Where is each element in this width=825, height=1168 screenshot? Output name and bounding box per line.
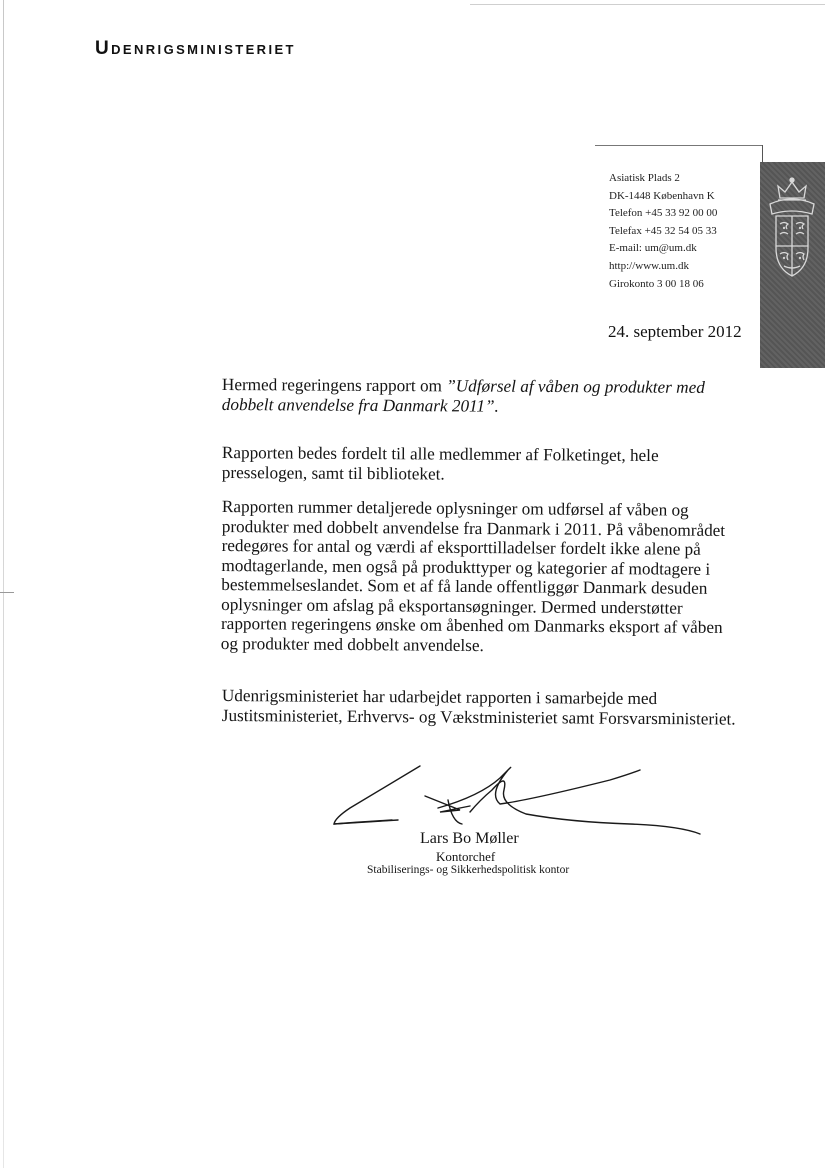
- signatory-name: Lars Bo Møller: [420, 830, 519, 847]
- paragraph-intro: [222, 375, 742, 417]
- handwritten-signature: [330, 760, 710, 850]
- signatory-title: Kontorchef: [436, 849, 496, 864]
- address-line: Girokonto 3 00 18 06: [609, 277, 704, 290]
- sender-address: [609, 170, 717, 293]
- paragraph-collaboration: Udenrigsministeriet har udarbejdet rapporten i samarbejde med Justitsministeriet, Erhvervs- og Vækstministeriet samt Forsvarsministeriet.: [221, 686, 736, 729]
- fold-mark: [0, 592, 14, 593]
- coat-of-arms-icon: [766, 176, 819, 296]
- paragraph-distribution: Rapporten bedes fordelt til alle medlemmer af Folketinget, hele presselogen, samt til biblioteket.: [221, 443, 659, 484]
- letter-date: 24. september 2012: [608, 322, 742, 341]
- paragraph-report-content: Rapporten rummer detaljerede oplysninger om udførsel af våben og produkter med dobbelt anvendelse fra Danmark i 2011. På våbenområdet redegøres for antal og værdi af eksporttilladelser fordelt ikke alene på modtagerlande, men også på produkttyper og kategorier af modtagere i bestemmelseslandet. Som et af få lande offentliggør Danmark desuden oplysninger om afslag på eksportansøgninger. Dermed understøtter rapporten regeringens ønske om åbenhed om Danmarks eksport af våben og produkter med dobbelt anvendelse.: [220, 497, 726, 655]
- address-line: E-mail: um@um.dk: [609, 242, 697, 255]
- header-rule: [595, 145, 763, 146]
- address-line: Asiatisk Plads 2: [609, 172, 680, 184]
- address-line: Telefon +45 33 92 00 00: [609, 207, 718, 220]
- signatory-office: Stabiliserings- og Sikkerhedspolitisk kontor: [367, 864, 570, 876]
- scan-edge: [470, 4, 825, 5]
- letterhead-title: Udenrigsministeriet: [95, 38, 296, 59]
- address-line: DK-1448 København K: [609, 189, 715, 202]
- report-title: ”Udførsel af våben og produkter med dobbelt anvendelse fra Danmark 2011”.: [221, 376, 705, 416]
- intro-text: Hermed regeringens rapport om: [221, 375, 447, 396]
- address-line: Telefax +45 32 54 05 33: [609, 224, 717, 237]
- scan-edge: [3, 0, 4, 1168]
- crest-panel: [760, 162, 825, 368]
- address-line: http://www.um.dk: [609, 259, 689, 272]
